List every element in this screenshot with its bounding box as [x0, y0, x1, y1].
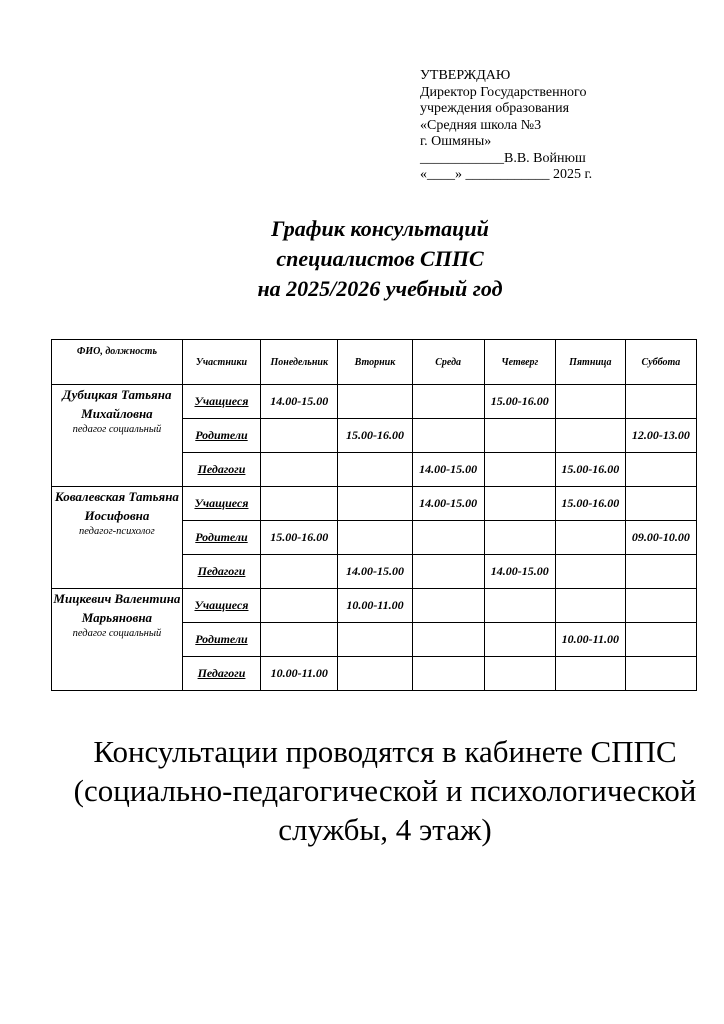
time-slot-cell: 12.00-13.00: [625, 419, 696, 453]
participant-cell: Родители: [182, 419, 260, 453]
time-slot-cell: [625, 657, 696, 691]
time-slot-cell: [625, 623, 696, 657]
time-slot-cell: 14.00-15.00: [412, 453, 484, 487]
time-slot-cell: [261, 589, 338, 623]
time-slot-cell: [338, 623, 412, 657]
schedule-body: [52, 385, 697, 691]
time-slot-cell: [412, 589, 484, 623]
time-slot-cell: 14.00-15.00: [412, 487, 484, 521]
time-slot-cell: [625, 385, 696, 419]
header-cell: Четверг: [484, 340, 555, 385]
table-row: [52, 385, 697, 419]
table-row: [52, 589, 697, 623]
participant-cell: Педагоги: [182, 453, 260, 487]
specialist-cell: [52, 487, 183, 589]
time-slot-cell: [412, 657, 484, 691]
specialist-name: Мицкевич Валентина Марьяновна: [53, 591, 181, 625]
time-slot-cell: [625, 589, 696, 623]
time-slot-cell: [261, 623, 338, 657]
time-slot-cell: 14.00-15.00: [338, 555, 412, 589]
time-slot-cell: [484, 589, 555, 623]
time-slot-cell: [261, 453, 338, 487]
approval-city: г. Ошмяны»: [420, 134, 492, 149]
time-slot-cell: [625, 453, 696, 487]
time-slot-cell: 14.00-15.00: [261, 385, 338, 419]
approval-signature: ____________В.В. Войнюш: [420, 150, 586, 166]
table-row: [52, 487, 697, 521]
participant-cell: Педагоги: [182, 555, 260, 589]
time-slot-cell: [338, 453, 412, 487]
time-slot-cell: 15.00-16.00: [261, 521, 338, 555]
header-cell: Участники: [182, 340, 260, 385]
time-slot-cell: [338, 657, 412, 691]
time-slot-cell: 10.00-11.00: [338, 589, 412, 623]
title-line1: График консультаций: [271, 216, 489, 241]
time-slot-cell: [555, 657, 625, 691]
participant-cell: Учащиеся: [182, 487, 260, 521]
consultation-note: Консультации проводятся в кабинете СППС (социально-педагогической и психологической службы, 4 этаж): [73, 734, 697, 847]
specialist-cell: [52, 385, 183, 487]
time-slot-cell: [555, 589, 625, 623]
title-line2: специалистов СППС: [276, 246, 484, 271]
time-slot-cell: [555, 521, 625, 555]
header-cell: Пятница: [555, 340, 625, 385]
time-slot-cell: [555, 419, 625, 453]
specialist-role: педагог-психолог: [79, 526, 155, 537]
time-slot-cell: [338, 385, 412, 419]
time-slot-cell: 15.00-16.00: [338, 419, 412, 453]
header-cell: ФИО, должность: [52, 340, 183, 385]
header-cell: Понедельник: [261, 340, 338, 385]
approval-institution-line2: «Средняя школа №3: [420, 117, 542, 133]
time-slot-cell: [484, 487, 555, 521]
approval-position: Директор Государственного: [420, 84, 587, 100]
participant-cell: Учащиеся: [182, 385, 260, 419]
time-slot-cell: [625, 555, 696, 589]
time-slot-cell: [261, 555, 338, 589]
time-slot-cell: [412, 521, 484, 555]
approval-block: [420, 68, 700, 184]
time-slot-cell: [555, 385, 625, 419]
time-slot-cell: [412, 419, 484, 453]
time-slot-cell: [484, 623, 555, 657]
table-header-row: [52, 340, 697, 385]
time-slot-cell: [412, 555, 484, 589]
participant-cell: Родители: [182, 521, 260, 555]
header-cell: Суббота: [625, 340, 696, 385]
time-slot-cell: 09.00-10.00: [625, 521, 696, 555]
page-title: [0, 214, 724, 304]
time-slot-cell: [555, 555, 625, 589]
schedule-table: [51, 339, 697, 691]
title-line3: на 2025/2026 учебный год: [257, 276, 503, 301]
time-slot-cell: [484, 657, 555, 691]
approval-institution-line1: учреждения образования: [420, 101, 570, 116]
time-slot-cell: 10.00-11.00: [555, 623, 625, 657]
time-slot-cell: [625, 487, 696, 521]
approval-date: «____» ____________ 2025 г.: [420, 167, 593, 182]
time-slot-cell: [338, 521, 412, 555]
time-slot-cell: [412, 385, 484, 419]
header-cell: Вторник: [338, 340, 412, 385]
time-slot-cell: [484, 521, 555, 555]
time-slot-cell: 10.00-11.00: [261, 657, 338, 691]
time-slot-cell: [261, 419, 338, 453]
specialist-cell: [52, 589, 183, 691]
time-slot-cell: [484, 453, 555, 487]
time-slot-cell: [338, 487, 412, 521]
specialist-name: Дубицкая Татьяна Михайловна: [62, 387, 172, 421]
time-slot-cell: [261, 487, 338, 521]
participant-cell: Педагоги: [182, 657, 260, 691]
time-slot-cell: 15.00-16.00: [555, 487, 625, 521]
time-slot-cell: 15.00-16.00: [484, 385, 555, 419]
header-cell: Среда: [412, 340, 484, 385]
participant-cell: Родители: [182, 623, 260, 657]
time-slot-cell: [412, 623, 484, 657]
specialist-role: педагог социальный: [72, 424, 162, 435]
time-slot-cell: 14.00-15.00: [484, 555, 555, 589]
time-slot-cell: 15.00-16.00: [555, 453, 625, 487]
specialist-role: педагог социальный: [72, 628, 162, 639]
approval-heading: УТВЕРЖДАЮ: [420, 68, 511, 83]
specialist-name: Ковалевская Татьяна Иосифовна: [54, 489, 179, 523]
time-slot-cell: [484, 419, 555, 453]
participant-cell: Учащиеся: [182, 589, 260, 623]
